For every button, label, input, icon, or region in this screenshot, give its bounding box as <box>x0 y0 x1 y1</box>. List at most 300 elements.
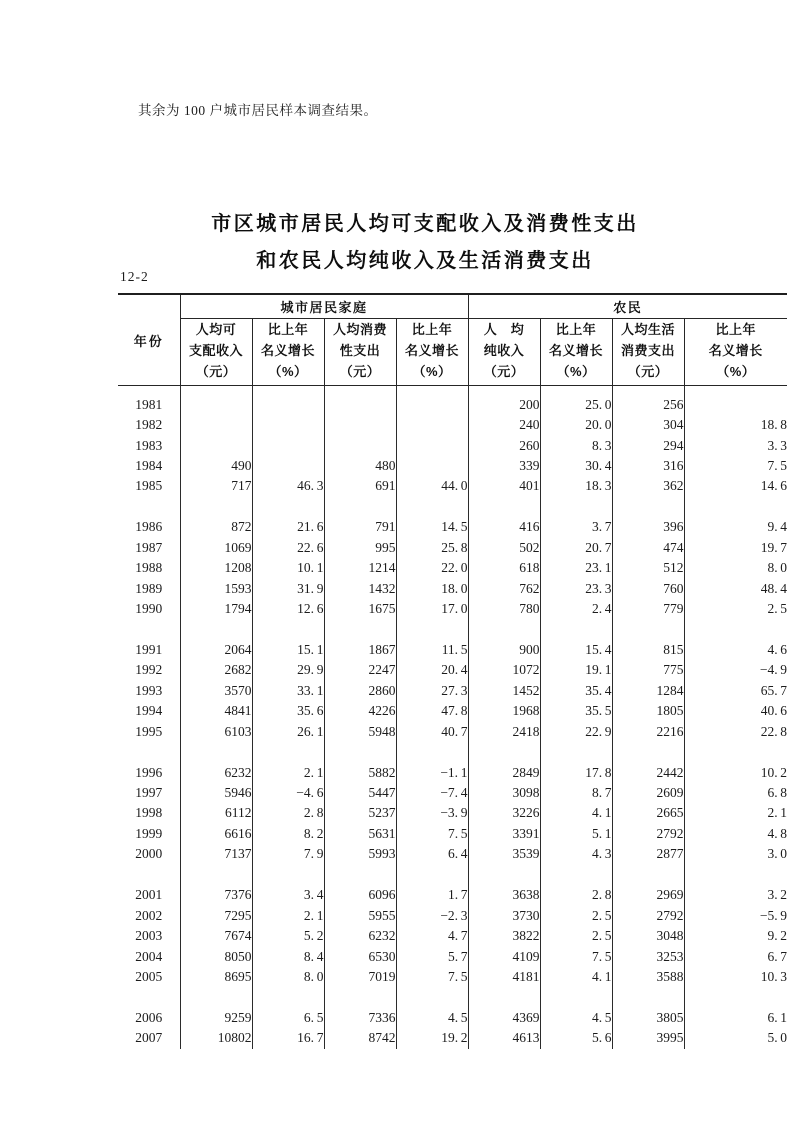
year-column-header: 年份 <box>118 294 180 386</box>
value-cell: 5. 1 <box>540 824 612 844</box>
value-cell: 10802 <box>180 1028 252 1048</box>
value-cell: 362 <box>612 476 684 496</box>
spacer-cell <box>252 865 324 885</box>
value-cell: 29. 9 <box>252 660 324 680</box>
table-row <box>118 456 787 476</box>
value-cell: 1794 <box>180 599 252 619</box>
value-cell: 4613 <box>468 1028 540 1048</box>
value-cell: 4. 3 <box>540 844 612 864</box>
value-cell: 11. 5 <box>396 640 468 660</box>
value-cell: 6616 <box>180 824 252 844</box>
value-cell: 7. 5 <box>540 946 612 966</box>
value-cell: 5955 <box>324 905 396 925</box>
value-cell: 4. 8 <box>767 825 788 841</box>
value-cell: 1214 <box>324 558 396 578</box>
value-cell: 27. 3 <box>396 681 468 701</box>
year-cell: 2001 <box>118 885 180 905</box>
table-row <box>118 435 787 455</box>
spacer-cell <box>252 497 324 517</box>
value-cell: 4. 1 <box>540 803 612 823</box>
value-cell: 1805 <box>612 701 684 721</box>
value-cell: 10. 3 <box>760 968 788 984</box>
spacer-cell <box>252 742 324 762</box>
value-cell: 4. 7 <box>396 926 468 946</box>
value-cell: 20. 0 <box>540 415 612 435</box>
table-row <box>118 824 787 844</box>
value-cell: 21. 6 <box>252 517 324 537</box>
value-cell: 5946 <box>180 783 252 803</box>
year-cell: 1999 <box>118 824 180 844</box>
value-cell: 2849 <box>468 762 540 782</box>
value-cell: 6232 <box>180 762 252 782</box>
year-cell: 1984 <box>118 456 180 476</box>
group-header-row <box>118 294 787 319</box>
value-cell: 18. 8 <box>760 417 788 433</box>
value-cell <box>252 435 324 455</box>
spacer-cell <box>468 742 540 762</box>
value-cell: 20. 4 <box>396 660 468 680</box>
year-cell: 1996 <box>118 762 180 782</box>
year-cell: 1983 <box>118 435 180 455</box>
value-cell: 19. 1 <box>540 660 612 680</box>
value-cell: 2860 <box>324 681 396 701</box>
spacer-cell <box>612 987 684 1007</box>
year-cell: 1994 <box>118 701 180 721</box>
value-cell: 3253 <box>612 946 684 966</box>
value-cell <box>684 395 787 415</box>
value-cell <box>324 395 396 415</box>
value-cell: 1072 <box>468 660 540 680</box>
table-row <box>118 885 787 905</box>
value-cell: 46. 3 <box>252 476 324 496</box>
year-cell: 1982 <box>118 415 180 435</box>
col-header-rural-consumption-growth: 比上年 名义增长 （%） <box>684 319 787 386</box>
value-cell: 1675 <box>324 599 396 619</box>
value-cell: 618 <box>468 558 540 578</box>
value-cell: 7. 9 <box>252 844 324 864</box>
value-cell: 9. 4 <box>767 519 788 535</box>
table-title-line1: 市区城市居民人均可支配收入及消费性支出 <box>211 213 639 235</box>
value-cell: −7. 4 <box>396 783 468 803</box>
value-cell: 6. 8 <box>767 785 788 801</box>
value-cell: 717 <box>180 476 252 496</box>
value-cell: 3098 <box>468 783 540 803</box>
year-cell: 1986 <box>118 517 180 537</box>
value-cell: 1284 <box>612 681 684 701</box>
value-cell: 2. 5 <box>767 601 788 617</box>
spacer-cell <box>118 987 180 1007</box>
table-row <box>118 783 787 803</box>
spacer-cell <box>468 619 540 639</box>
table-row <box>118 517 787 537</box>
value-cell: 33. 1 <box>252 681 324 701</box>
spacer-cell <box>324 865 396 885</box>
spacer-cell <box>118 386 180 395</box>
value-cell: 4109 <box>468 946 540 966</box>
gap-row <box>118 865 787 885</box>
value-cell: 47. 8 <box>396 701 468 721</box>
spacer-cell <box>468 497 540 517</box>
value-cell: 2792 <box>612 824 684 844</box>
col-header-urban-consumption: 人均消费 性支出 （元） <box>324 319 396 386</box>
value-cell: 5447 <box>324 783 396 803</box>
value-cell: 19. 2 <box>396 1028 468 1048</box>
table-row <box>118 395 787 415</box>
value-cell: 2609 <box>612 783 684 803</box>
value-cell: 995 <box>324 538 396 558</box>
value-cell: 416 <box>468 517 540 537</box>
value-cell: 7295 <box>180 905 252 925</box>
value-cell: 1867 <box>324 640 396 660</box>
value-cell: 2064 <box>180 640 252 660</box>
value-cell: 16. 7 <box>252 1028 324 1048</box>
year-cell: 1989 <box>118 578 180 598</box>
value-cell: 775 <box>612 660 684 680</box>
spacer-cell <box>468 987 540 1007</box>
value-cell: 2792 <box>612 905 684 925</box>
value-cell: 2. 5 <box>540 926 612 946</box>
year-cell: 1988 <box>118 558 180 578</box>
value-cell: 2. 1 <box>767 805 788 821</box>
value-cell: 17. 8 <box>540 762 612 782</box>
value-cell: 3539 <box>468 844 540 864</box>
value-cell: 6112 <box>180 803 252 823</box>
spacer-cell <box>324 497 396 517</box>
value-cell <box>324 415 396 435</box>
value-cell: 2418 <box>468 722 540 742</box>
value-cell: 14. 6 <box>760 478 788 494</box>
value-cell: 6096 <box>324 885 396 905</box>
value-cell: 6. 5 <box>252 1008 324 1028</box>
col-header-rural-income-growth: 比上年 名义增长 （%） <box>540 319 612 386</box>
table-row <box>118 762 787 782</box>
value-cell: 256 <box>612 395 684 415</box>
value-cell: 512 <box>612 558 684 578</box>
spacer-cell <box>396 742 468 762</box>
value-cell: 3995 <box>612 1028 684 1048</box>
value-cell: 1432 <box>324 578 396 598</box>
value-cell: 872 <box>180 517 252 537</box>
value-cell: 3570 <box>180 681 252 701</box>
spacer-cell <box>684 497 787 517</box>
value-cell: 25. 8 <box>396 538 468 558</box>
value-cell: 7376 <box>180 885 252 905</box>
value-cell: 23. 3 <box>540 578 612 598</box>
value-cell: 4. 5 <box>540 1008 612 1028</box>
value-cell: 5237 <box>324 803 396 823</box>
value-cell: 8. 2 <box>252 824 324 844</box>
value-cell: 5631 <box>324 824 396 844</box>
value-cell: 791 <box>324 517 396 537</box>
spacer-cell <box>612 742 684 762</box>
spacer-cell <box>540 865 612 885</box>
spacer-cell <box>540 386 612 395</box>
value-cell: 5993 <box>324 844 396 864</box>
value-cell: 25. 0 <box>540 395 612 415</box>
year-cell: 2002 <box>118 905 180 925</box>
spacer-cell <box>684 619 787 639</box>
year-cell: 1993 <box>118 681 180 701</box>
table-row <box>118 722 787 742</box>
value-cell: 5. 0 <box>767 1030 788 1046</box>
value-cell: 8. 0 <box>252 967 324 987</box>
value-cell: 7019 <box>324 967 396 987</box>
spacer-cell <box>612 497 684 517</box>
spacer-cell <box>468 865 540 885</box>
value-cell: 2. 4 <box>540 599 612 619</box>
value-cell: 23. 1 <box>540 558 612 578</box>
value-cell: 30. 4 <box>540 456 612 476</box>
value-cell: 2442 <box>612 762 684 782</box>
value-cell: 2665 <box>612 803 684 823</box>
spacer-cell <box>612 619 684 639</box>
table-row <box>118 844 787 864</box>
value-cell: 5. 2 <box>252 926 324 946</box>
value-cell <box>396 456 468 476</box>
value-cell: 3. 7 <box>540 517 612 537</box>
value-cell: 12. 6 <box>252 599 324 619</box>
value-cell: 3822 <box>468 926 540 946</box>
spacer-cell <box>540 987 612 1007</box>
value-cell: 3. 2 <box>767 887 788 903</box>
table-title <box>60 206 790 280</box>
value-cell: 5882 <box>324 762 396 782</box>
value-cell: 35. 5 <box>540 701 612 721</box>
value-cell: 18. 3 <box>540 476 612 496</box>
value-cell: 474 <box>612 538 684 558</box>
year-cell: 1995 <box>118 722 180 742</box>
value-cell: 7. 5 <box>767 458 788 474</box>
value-cell: 2877 <box>612 844 684 864</box>
value-cell: 35. 6 <box>252 701 324 721</box>
table-row <box>118 538 787 558</box>
value-cell: 6530 <box>324 946 396 966</box>
value-cell: 10. 1 <box>252 558 324 578</box>
value-cell <box>252 415 324 435</box>
spacer-cell <box>468 386 540 395</box>
value-cell: 779 <box>612 599 684 619</box>
value-cell: 14. 5 <box>396 517 468 537</box>
value-cell: 3. 0 <box>767 846 788 862</box>
value-cell: 2969 <box>612 885 684 905</box>
table-row <box>118 599 787 619</box>
year-cell: 1981 <box>118 395 180 415</box>
value-cell: 900 <box>468 640 540 660</box>
value-cell: −3. 9 <box>396 803 468 823</box>
value-cell: 17. 0 <box>396 599 468 619</box>
year-cell: 1991 <box>118 640 180 660</box>
spacer-cell <box>540 619 612 639</box>
value-cell: 1069 <box>180 538 252 558</box>
spacer-cell <box>396 865 468 885</box>
spacer-cell <box>118 619 180 639</box>
value-cell: 10. 2 <box>760 764 788 780</box>
value-cell: 502 <box>468 538 540 558</box>
value-cell: 7674 <box>180 926 252 946</box>
table-row <box>118 660 787 680</box>
value-cell: 200 <box>468 395 540 415</box>
value-cell: 4369 <box>468 1008 540 1028</box>
value-cell <box>252 395 324 415</box>
value-cell: 7336 <box>324 1008 396 1028</box>
year-cell: 2000 <box>118 844 180 864</box>
spacer-cell <box>324 987 396 1007</box>
value-cell: 22. 0 <box>396 558 468 578</box>
spacer-cell <box>396 987 468 1007</box>
col-header-rural-net-income: 人 均 纯收入 （元） <box>468 319 540 386</box>
value-cell: 260 <box>468 435 540 455</box>
year-cell: 1985 <box>118 476 180 496</box>
value-cell: 44. 0 <box>396 476 468 496</box>
value-cell: 339 <box>468 456 540 476</box>
value-cell <box>180 395 252 415</box>
spacer-cell <box>324 619 396 639</box>
year-cell: 2007 <box>118 1028 180 1048</box>
spacer-cell <box>396 619 468 639</box>
value-cell <box>396 395 468 415</box>
gap-row <box>118 497 787 517</box>
value-cell <box>396 435 468 455</box>
col-header-urban-consumption-growth: 比上年 名义增长 （%） <box>396 319 468 386</box>
value-cell: 4. 6 <box>767 641 788 657</box>
spacer-cell <box>684 865 787 885</box>
value-cell: −4. 9 <box>759 662 788 678</box>
sub-header-row <box>118 319 787 386</box>
year-cell: 1998 <box>118 803 180 823</box>
value-cell: 26. 1 <box>252 722 324 742</box>
value-cell: 2. 8 <box>252 803 324 823</box>
value-cell: 7137 <box>180 844 252 864</box>
value-cell: 1. 7 <box>396 885 468 905</box>
value-cell <box>396 415 468 435</box>
value-cell: 2. 8 <box>540 885 612 905</box>
value-cell <box>180 415 252 435</box>
table-row <box>118 905 787 925</box>
table-body <box>118 386 787 1049</box>
spacer-cell <box>180 742 252 762</box>
value-cell: 4181 <box>468 967 540 987</box>
value-cell: 316 <box>612 456 684 476</box>
table-row <box>118 415 787 435</box>
spacer-cell <box>612 865 684 885</box>
value-cell: 480 <box>324 456 396 476</box>
income-expenditure-table <box>118 293 787 1049</box>
value-cell: 4. 5 <box>396 1008 468 1028</box>
value-cell: 691 <box>324 476 396 496</box>
table-row <box>118 967 787 987</box>
table-row <box>118 1008 787 1028</box>
value-cell: 401 <box>468 476 540 496</box>
gap-row <box>118 742 787 762</box>
value-cell: 9259 <box>180 1008 252 1028</box>
value-cell: 1968 <box>468 701 540 721</box>
value-cell <box>180 435 252 455</box>
year-cell: 1987 <box>118 538 180 558</box>
spacer-cell <box>612 386 684 395</box>
gap-row <box>118 987 787 1007</box>
value-cell: 2. 1 <box>252 905 324 925</box>
value-cell: 3226 <box>468 803 540 823</box>
value-cell: 240 <box>468 415 540 435</box>
sample-note: 其余为 100 户城市居民样本调查结果。 <box>138 103 378 118</box>
value-cell: 3638 <box>468 885 540 905</box>
value-cell: 4. 1 <box>540 967 612 987</box>
spacer-cell <box>684 386 787 395</box>
value-cell: 3588 <box>612 967 684 987</box>
value-cell: 3805 <box>612 1008 684 1028</box>
value-cell: −5. 9 <box>759 907 788 923</box>
value-cell: 31. 9 <box>252 578 324 598</box>
value-cell: 2. 1 <box>252 762 324 782</box>
year-cell: 1997 <box>118 783 180 803</box>
value-cell: 5948 <box>324 722 396 742</box>
spacer-cell <box>118 497 180 517</box>
value-cell: 4841 <box>180 701 252 721</box>
value-cell: 5. 6 <box>540 1028 612 1048</box>
table-row <box>118 1028 787 1048</box>
value-cell: 15. 4 <box>540 640 612 660</box>
value-cell: 20. 7 <box>540 538 612 558</box>
table-row <box>118 803 787 823</box>
table-number: 12-2 <box>120 269 149 284</box>
table-title-line2: 和农民人均纯收入及生活消费支出 <box>256 250 594 272</box>
value-cell: 8742 <box>324 1028 396 1048</box>
value-cell: 762 <box>468 578 540 598</box>
spacer-cell <box>540 497 612 517</box>
spacer-cell <box>118 742 180 762</box>
spacer-cell <box>396 386 468 395</box>
value-cell: 8050 <box>180 946 252 966</box>
value-cell: 396 <box>612 517 684 537</box>
value-cell: 8. 4 <box>252 946 324 966</box>
value-cell: 48. 4 <box>760 580 788 596</box>
spacer-cell <box>396 497 468 517</box>
value-cell: 1208 <box>180 558 252 578</box>
value-cell: 22. 8 <box>760 723 788 739</box>
value-cell: 22. 9 <box>540 722 612 742</box>
value-cell <box>324 435 396 455</box>
value-cell: 7. 5 <box>396 824 468 844</box>
value-cell: 760 <box>612 578 684 598</box>
value-cell: 35. 4 <box>540 681 612 701</box>
table-header <box>118 294 787 386</box>
spacer-cell <box>540 742 612 762</box>
value-cell: 40. 6 <box>760 703 788 719</box>
value-cell: 3730 <box>468 905 540 925</box>
value-cell: 5. 7 <box>396 946 468 966</box>
value-cell: 2216 <box>612 722 684 742</box>
table-row <box>118 578 787 598</box>
value-cell: 6. 4 <box>396 844 468 864</box>
spacer-cell <box>252 619 324 639</box>
value-cell: 8. 7 <box>540 783 612 803</box>
value-cell: 2682 <box>180 660 252 680</box>
value-cell: 6103 <box>180 722 252 742</box>
gap-row <box>118 619 787 639</box>
spacer-cell <box>118 865 180 885</box>
value-cell: 1452 <box>468 681 540 701</box>
spacer-cell <box>180 619 252 639</box>
group-header-urban: 城市居民家庭 <box>180 294 468 319</box>
table-row <box>118 476 787 496</box>
value-cell <box>252 456 324 476</box>
value-cell: 18. 0 <box>396 578 468 598</box>
value-cell: 6. 7 <box>767 948 788 964</box>
table-row <box>118 701 787 721</box>
value-cell: 294 <box>612 435 684 455</box>
spacer-cell <box>684 742 787 762</box>
value-cell: 1593 <box>180 578 252 598</box>
